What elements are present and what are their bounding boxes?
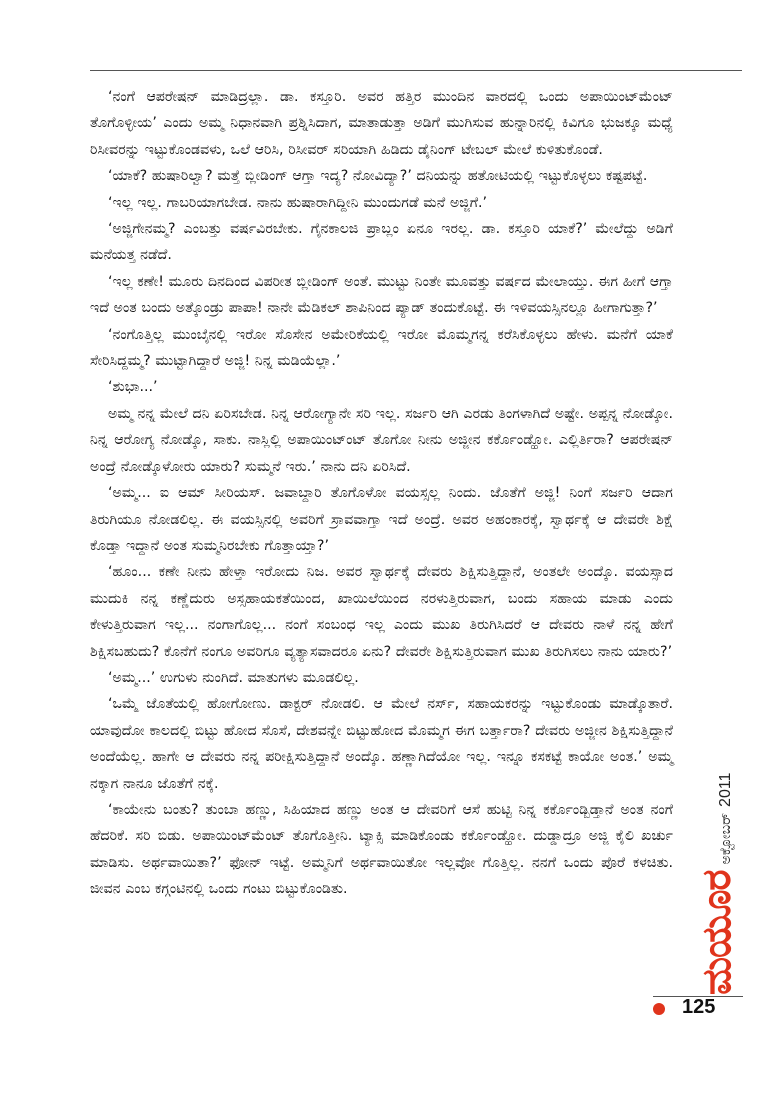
page-number: 125 (682, 996, 716, 1018)
paragraph: ‘ಕಾಯೇನು ಬಂತು? ತುಂಬಾ ಹಣ್ಣು, ಸಿಹಿಯಾದ ಹಣ್ಣು ಅಂತ ಆ ದೇವರಿಗೆ ಆಸೆ ಹುಟ್ಟಿ ನಿನ್ನ ಕರ್ಕೊಂಡ್ಬಿಡ್ತಾನೆ ಅಂತ ನಂಗೆ ಹೆದರಿಕೆ. ಸರಿ ಬಿಡು. ಅಪಾಯಿಂಟ್‌ಮೆಂಟ್ ತೊಗೊತ್ತೀನಿ. ಟ್ಯಾಕ್ಸಿ ಮಾಡಿಕೊಂಡು ಕರ್ಕೊಂಡ್ಹೋ. ದುಡ್ಡಾದ್ರೂ ಅಜ್ಜಿ ಕೈಲಿ ಖರ್ಚು ಮಾಡಿಸು. ಅರ್ಥವಾಯಿತಾ?’ ಫೋನ್ ಇಟ್ಟೆ. ಅಮ್ಮನಿಗೆ ಅರ್ಥವಾಯಿತೋ ಇಲ್ಲವೋ ಗೊತ್ತಿಲ್ಲ. ನನಗೆ ಒಂದು ಪೊರೆ ಕಳಚಿತು. ಜೀವನ ಎಂಬ ಕಗ್ಗಂಟಿನಲ್ಲಿ ಒಂದು ಗಂಟು ಬಿಟ್ಟುಕೊಂಡಿತು. (90, 801, 673, 898)
top-rule (90, 70, 742, 71)
paragraph: ‘ಇಲ್ಲ ಕಣೇ! ಮೂರು ದಿನದಿಂದ ವಿಪರೀತ ಬ್ಲೀಡಿಂಗ್ ಅಂತೆ. ಮುಟ್ಟು ನಿಂತೇ ಮೂವತ್ತು ವರ್ಷದ ಮೇಲಾಯ್ತು. ಈಗ ಹೀಗೆ ಆಗ್ತಾ ಇದೆ ಅಂತ ಬಂದು ಅತ್ಕೊಂಡ್ರು ಪಾಪಾ! ನಾನೇ ಮೆಡಿಕಲ್ ಶಾಪಿನಿಂದ ಪ್ಯಾಡ್ ತಂದುಕೊಟ್ಟೆ. ಈ ಇಳಿವಯಸ್ಸಿನಲ್ಲೂ ಹೀಗಾಗುತ್ತಾ?’ (90, 273, 673, 317)
paragraph: ‘ಅಜ್ಜಿಗೇನಮ್ಮ? ಎಂಬತ್ತು ವರ್ಷವಿರಬೇಕು. ಗೈನಕಾಲಜಿ ಪ್ರಾಬ್ಲಂ ಏನೂ ಇರಲ್ಲ. ಡಾ. ಕಸ್ತೂರಿ ಯಾಕೆ?’ ಮೇಲೆದ್ದು ಅಡಿಗೆ ಮನೆಯತ್ತ ನಡೆದೆ. (90, 221, 673, 264)
paragraph: ‘ಯಾಕೆ? ಹುಷಾರಿಲ್ವಾ? ಮತ್ತೆ ಬ್ಲೀಡಿಂಗ್ ಆಗ್ತಾ ಇದ್ಯ? ನೋವಿದ್ಯಾ?’ ದನಿಯನ್ನು ಹತೋಟಿಯಲ್ಲಿ ಇಟ್ಟುಕೊಳ್ಳಲು ಕಷ್ಟಪಟ್ಟೆ. (108, 168, 648, 185)
paragraph: ‘ನಂಗೊತ್ತಿಲ್ಲ ಮುಂಬೈನಲ್ಲಿ ಇರೋ ಸೊಸೇನ ಅಮೇರಿಕೆಯಲ್ಲಿ ಇರೋ ಮೊಮ್ಮಗನ್ನ ಕರೆಸಿಕೊಳ್ಳಲು ಹೇಳು. ಮನೆಗೆ ಯಾಕೆ ಸೇರಿಸಿದ್ದಮ್ಮ? ಮುಟ್ಟಾಗಿದ್ದಾರೆ ಅಜ್ಜಿ! ನಿನ್ನ ಮಡಿಯೆಲ್ಲಾ.’ (90, 326, 673, 370)
paragraph: ‘ಶುಭಾ...’ (108, 379, 158, 396)
paragraph: ‘ನಂಗೆ ಆಪರೇಷನ್ ಮಾಡಿದ್ರಲ್ಲಾ. ಡಾ. ಕಸ್ತೂರಿ. ಅವರ ಹತ್ತಿರ ಮುಂದಿನ ವಾರದಲ್ಲಿ ಒಂದು ಅಪಾಯಿಂಟ್‌ಮೆಂಟ್ ತೊಗೊಳ್ಳೀಯ’ ಎಂದು ಅಮ್ಮ ನಿಧಾನವಾಗಿ ಪ್ರಶ್ನಿಸಿದಾಗ, ಮಾತಾಡುತ್ತಾ ಅಡಿಗೆ ಮುಗಿಸುವ ಹುನ್ನಾರಿನಲ್ಲಿ ಕಿವಿಗೂ ಭುಜಕ್ಕೂ ಮಧ್ಯೆ ರಿಸೀವರನ್ನು ಇಟ್ಟುಕೊಂಡವಳು, ಒಲೆ ಆರಿಸಿ, ರಿಸೀವರ್ ಸರಿಯಾಗಿ ಹಿಡಿದು ಡೈನಿಂಗ್ ಟೇಬಲ್ ಮೇಲೆ ಕುಳಿತುಕೊಂಡೆ. (90, 89, 673, 158)
article-body (90, 84, 673, 903)
magazine-logo (694, 773, 740, 995)
logo-text: ಮಯೂರ (694, 870, 740, 995)
paragraph: ‘ಅಮ್ಮ... ಐ ಆಮ್ ಸೀರಿಯಸ್. ಜವಾಬ್ದಾರಿ ತೊಗೊಳೋ ವಯಸ್ಸಲ್ಲ ನಿಂದು. ಜೊತೆಗೆ ಅಜ್ಜಿ! ನಿಂಗೆ ಸರ್ಜರಿ ಆದಾಗ ತಿರುಗಿಯೂ ನೋಡಲಿಲ್ಲ. ಈ ವಯಸ್ಸಿನಲ್ಲಿ ಅವರಿಗೆ ಸ್ರಾವವಾಗ್ತಾ ಇದೆ ಅಂದ್ರೆ. ಅವರ ಅಹಂಕಾರಕ್ಕೆ, ಸ್ವಾರ್ಥಕ್ಕೆ ಆ ದೇವರೇ ಶಿಕ್ಷೆ ಕೊಡ್ತಾ ಇದ್ದಾನೆ ಅಂತ ಸುಮ್ಮನಿರಬೇಕು ಗೊತ್ತಾಯ್ತಾ?’ (90, 485, 673, 554)
page-dot-icon (653, 1003, 665, 1015)
paragraph: ಅಮ್ಮ ನನ್ನ ಮೇಲೆ ದನಿ ಏರಿಸಬೇಡ. ನಿನ್ನ ಆರೋಗ್ಯಾನೇ ಸರಿ ಇಲ್ಲ. ಸರ್ಜರಿ ಆಗಿ ಎರಡು ತಿಂಗಳಾಗಿದೆ ಅಷ್ಟೇ. ಅಪ್ಪನ್ನ ನೋಡ್ಕೋ. ನಿನ್ನ ಆರೋಗ್ಯ ನೋಡ್ಕೊ, ಸಾಕು. ನಾಸ್ಲಿಲ್ಲಿ ಅಪಾಯಿಂಟ್‌ಂಟ್ ತೊಗೋ ನೀನು ಅಜ್ಜೀನ ಕರ್ಕೊಂಡ್ಹೋ. ಎಲ್ಲಿರ್ತಿರಾ? ಆಪರೇಷನ್ ಅಂದ್ರೆ ನೋಡ್ಕೊಳೋರು ಯಾರು? ಸುಮ್ಮನೆ ಇರು.’ ನಾನು ದನಿ ಏರಿಸಿದೆ. (90, 405, 673, 475)
paragraph: ‘ಒಮ್ಮೆ ಜೊತೆಯಲ್ಲಿ ಹೋಗೋಣು. ಡಾಕ್ಟರ್ ನೋಡಲಿ. ಆ ಮೇಲೆ ನರ್ಸ್, ಸಹಾಯಕರನ್ನು ಇಟ್ಟುಕೊಂಡು ಮಾಡ್ಕೊತಾರೆ. ಯಾವುದೋ ಕಾಲದಲ್ಲಿ ಬಿಟ್ಟು ಹೋದ ಸೊಸೆ, ದೇಶವನ್ನೇ ಬಿಟ್ಟುಹೋದ ಮೊಮ್ಮಗ ಈಗ ಬರ್ತ್ತಾರಾ? ದೇವರು ಅಜ್ಜೀನ ಶಿಕ್ಷಿಸುತ್ತಿದ್ದಾನೆ ಅಂದೆಯೆಲ್ಲ. ಹಾಗೇ ಆ ದೇವರು ನನ್ನ ಪರೀಕ್ಷಿಸುತ್ತಿದ್ದಾನೆ ಅಂದ್ಕೊ. ಹಣ್ಣಾಗಿದೆಯೋ ಇಲ್ಲ. ಇನ್ನೂ ಕಸಕಟ್ಟೆ ಕಾಯೋ ಅಂತ.’ ಅಮ್ಮ ನಕ್ಕಾಗ ನಾನೂ ಜೊತೆಗೆ ನಕ್ಕೆ. (90, 696, 673, 792)
paragraph: ‘ಅಮ್ಮ...’ ಉಗುಳು ನುಂಗಿದೆ. ಮಾತುಗಳು ಮೂಡಲಿಲ್ಲ. (108, 669, 359, 686)
paragraph: ‘ಇಲ್ಲ ಇಲ್ಲ. ಗಾಬರಿಯಾಗಬೇಡ. ನಾನು ಹುಷಾರಾಗಿದ್ದೀನಿ ಮುಂದುಗಡೆ ಮನೆ ಅಜ್ಜಿಗೆ.’ (108, 194, 488, 211)
issue-month: ಅಕ್ಟೋಬರ್ (718, 812, 734, 865)
masthead-sidebar (688, 770, 744, 995)
paragraph: ‘ಹೂಂ... ಕಣೇ ನೀನು ಹೇಳ್ತಾ ಇರೋದು ನಿಜ. ಅವರ ಸ್ವಾರ್ಥಕ್ಕೆ ದೇವರು ಶಿಕ್ಷಿಸುತ್ತಿದ್ದಾನೆ, ಅಂತಲೇ ಅಂದ್ಕೊ. ವಯಸ್ಸಾದ ಮುದುಕಿ ನನ್ನ ಕಣ್ಣೆದುರು ಅಸ್ಸಹಾಯಕತೆಯಿಂದ, ಖಾಯಿಲೆಯಿಂದ ನರಳುತ್ತಿರುವಾಗ, ಬಂದು ಸಹಾಯ ಮಾಡು ಎಂದು ಕೇಳುತ್ತಿರುವಾಗ ಇಲ್ಲ... ನಂಗಾಗೊಲ್ಲ... ನಂಗೆ ಸಂಬಂಧ ಇಲ್ಲ ಎಂದು ಮುಖ ತಿರುಗಿಸಿದರೆ ಆ ದೇವರು ನಾಳೆ ನನ್ನ ಹೇಗೆ ಶಿಕ್ಷಿಸಬಹುದು? ಕೊನೆಗೆ ನಂಗೂ ಅವರಿಗೂ ವ್ಯತ್ಯಾಸವಾದರೂ ಏನು? ದೇವರೇ ಶಿಕ್ಷಿಸುತ್ತಿರುವಾಗ ಮುಖ ತಿರುಗಿಸಲು ನಾನು ಯಾರು?’ (90, 564, 673, 660)
issue-year: 2011 (717, 772, 734, 807)
